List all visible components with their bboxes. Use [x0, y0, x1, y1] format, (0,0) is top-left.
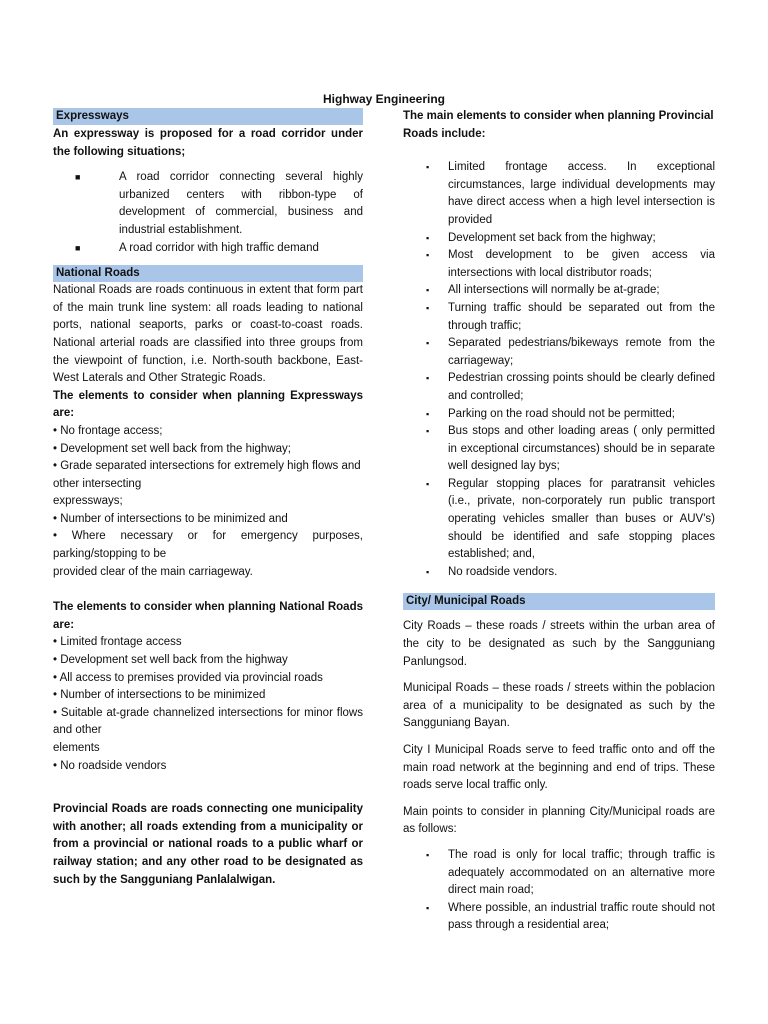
- list-item: • Limited frontage access: [53, 636, 182, 649]
- expressways-heading: Expressways: [53, 108, 363, 125]
- bullet-icon: ■: [75, 172, 81, 183]
- list-item: ▪ Turning traffic should be separated out from the through traffic;: [426, 301, 715, 332]
- bullet-icon: ▪: [426, 250, 430, 261]
- list-item: ■ A road corridor connecting several highly urbanized centers with ribbon-type of development of commercial, business and industrial establishment.: [75, 171, 363, 236]
- city-municipal-list: [403, 847, 715, 935]
- bullet-icon: ▪: [426, 426, 430, 437]
- list-item: • Number of intersections to be minimized and: [53, 512, 288, 525]
- expressways-intro: An expressway is proposed for a road corridor under the following situations;: [53, 128, 363, 158]
- list-item: • Development set well back from the highway: [53, 654, 288, 667]
- left-column: [53, 108, 363, 889]
- city-roads-paragraph: City Roads – these roads / streets within the urban area of the city to be designated as such by the Sangguniang Panlungsod.: [403, 620, 715, 668]
- list-item: expressways;: [53, 495, 123, 508]
- bullet-icon: ▪: [426, 566, 430, 577]
- bullet-icon: ▪: [426, 338, 430, 349]
- document-title: Highway Engineering: [322, 92, 445, 106]
- list-item: ▪ Bus stops and other loading areas ( only permitted in exceptional circumstances) should be in separate well designed lay bys;: [426, 425, 715, 473]
- bullet-icon: ▪: [426, 285, 430, 296]
- municipal-roads-paragraph: Municipal Roads – these roads / streets within the poblacion area of a municipality to be designated as such by the Sangguniang Bayan.: [403, 682, 715, 730]
- national-roads-paragraph: National Roads are roads continuous in extent that form part of the main trunk line system: all roads leading to national ports, national seaports, parks or coast-to-coast roads. National arterial roads are classified into three groups from the viewpoint of function, i.e. North-south backbone, East-West Laterals and Other Strategic Roads.: [53, 284, 363, 385]
- list-item: • Suitable at-grade channelized intersections for minor flows and other: [53, 706, 363, 737]
- provincial-roads-paragraph: Provincial Roads are roads connecting one municipality with another; all roads extending from a municipality or from a provincial or national roads to a public wharf or railway station; and any other road to be designated as such by the Sangguniang Panlalalwigan.: [53, 803, 363, 886]
- list-item: • Grade separated intersections for extremely high flows and other intersecting: [53, 460, 361, 490]
- expressways-list: [53, 169, 363, 257]
- list-item: • Where necessary or for emergency purposes, parking/stopping to be: [53, 530, 363, 561]
- expressway-elements-heading: The elements to consider when planning Expressways are:: [53, 389, 363, 420]
- list-item: ▪ Separated pedestrians/bikeways remote from the carriageway;: [426, 337, 715, 367]
- list-item: ▪ Regular stopping places for paratransit vehicles (i.e., private, non-corporately run public transport operating vehicles smaller than buses or AUV's) should be identified and safe stopping places established; and,: [426, 477, 715, 561]
- list-item: ▪ All intersections will normally be at-grade;: [403, 282, 715, 300]
- list-item: • Number of intersections to be minimized: [53, 689, 266, 702]
- bullet-icon: ▪: [426, 902, 430, 913]
- bullet-icon: ▪: [426, 478, 430, 489]
- list-item: ▪ Limited frontage access. In exceptional circumstances, large individual developments may have direct access when a high level intersection is provided: [426, 161, 715, 226]
- bullet-icon: ▪: [426, 232, 430, 243]
- bullet-icon: ▪: [426, 849, 430, 860]
- bullet-icon: ■: [75, 242, 81, 253]
- list-item: ▪ Development set back from the highway;: [403, 230, 715, 248]
- bullet-icon: ▪: [426, 373, 430, 384]
- list-item: ▪ Most development to be given access via intersections with local distributor roads;: [426, 249, 715, 279]
- city-municipal-heading: City/ Municipal Roads: [403, 593, 715, 610]
- list-item: elements: [53, 742, 100, 754]
- bullet-icon: ▪: [426, 302, 430, 313]
- city-municipal-serve-paragraph: City I Municipal Roads serve to feed traffic onto and off the main road network at the beginning and end of trips. These roads serve local traffic only.: [403, 744, 715, 792]
- provincial-elements-list: [403, 159, 715, 581]
- list-item: • No frontage access;: [53, 424, 163, 437]
- national-roads-heading: National Roads: [53, 265, 363, 282]
- list-item: • All access to premises provided via provincial roads: [53, 671, 323, 684]
- right-column: [403, 108, 715, 935]
- provincial-elements-heading: The main elements to consider when planning Provincial Roads include:: [403, 110, 714, 140]
- main-points-paragraph: Main points to consider in planning City/Municipal roads are as follows:: [403, 805, 715, 836]
- list-item: ■ A road corridor with high traffic demand: [53, 240, 363, 258]
- national-elements-list: [53, 634, 363, 775]
- list-item: provided clear of the main carriageway.: [53, 565, 253, 578]
- list-item: • Development set well back from the highway;: [53, 442, 291, 455]
- list-item: ▪ Where possible, an industrial traffic route should not pass through a residential area;: [426, 901, 715, 932]
- list-item: ▪ The road is only for local traffic; through traffic is adequately accommodated on an alternative more direct main road;: [426, 848, 715, 897]
- list-item: • No roadside vendors: [53, 759, 167, 772]
- bullet-icon: ▪: [426, 408, 430, 419]
- list-item: ▪ Parking on the road should not be permitted;: [403, 406, 715, 424]
- list-item: ▪ No roadside vendors.: [403, 564, 715, 582]
- bullet-icon: ▪: [426, 162, 430, 173]
- expressway-elements-list: [53, 423, 363, 581]
- list-item: ▪ Pedestrian crossing points should be clearly defined and controlled;: [426, 372, 715, 402]
- national-elements-heading: The elements to consider when planning National Roads are:: [53, 601, 363, 631]
